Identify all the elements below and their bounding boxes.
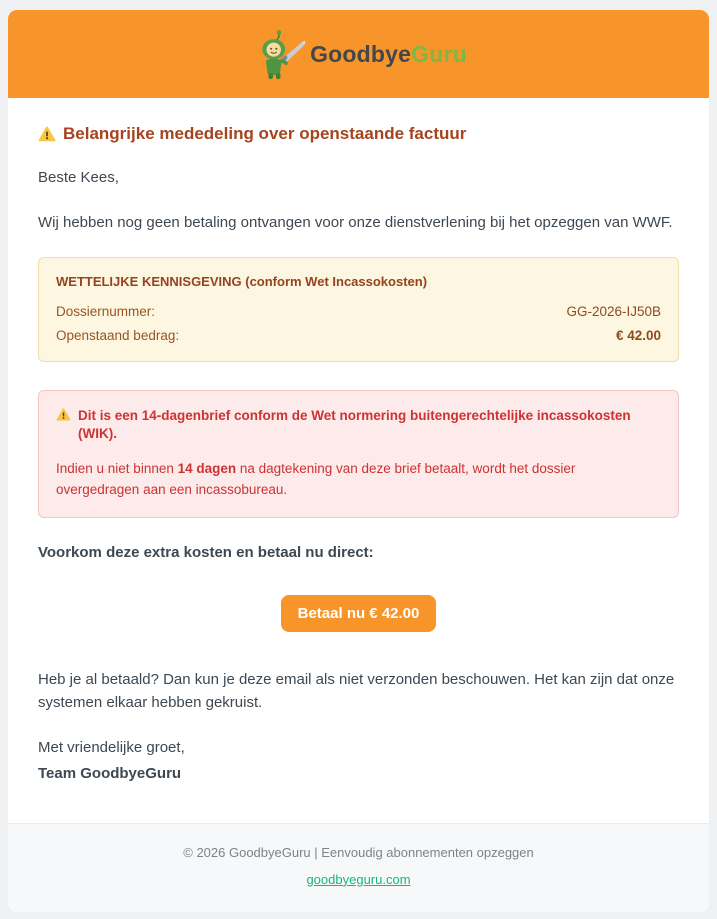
dossier-row bbox=[56, 304, 661, 319]
legal-notice-box bbox=[38, 257, 679, 362]
email-body bbox=[8, 98, 709, 823]
dossier-label: Dossiernummer: bbox=[56, 303, 156, 319]
amount-label: Openstaand bedrag: bbox=[56, 327, 180, 343]
brand-goodbye: Goodbye bbox=[310, 40, 412, 67]
amount-row bbox=[56, 328, 661, 343]
warning-triangle-icon bbox=[38, 125, 56, 143]
wik-warning-title bbox=[56, 407, 661, 445]
wik-warning-body bbox=[56, 459, 661, 500]
cta-label: Voorkom deze extra kosten en betaal nu direct: bbox=[38, 543, 374, 561]
amount-value: € 42.00 bbox=[615, 327, 661, 343]
outro-paragraph: Heb je al betaald? Dan kun je deze email als niet verzonden beschouwen. Het kan zijn dat onze systemen elkaar hebben gekruist. bbox=[38, 670, 675, 712]
warning-triangle-icon bbox=[56, 407, 71, 422]
wik-body-bold: 14 dagen bbox=[177, 461, 237, 477]
copyright-text: © 2026 GoodbyeGuru | Eenvoudig abonnementen opzeggen bbox=[183, 844, 534, 860]
brand-guru: Guru bbox=[411, 40, 467, 67]
button-row bbox=[38, 595, 679, 632]
signoff-line: Met vriendelijke groet, bbox=[38, 739, 185, 757]
page-title-text: Belangrijke mededeling over openstaande factuur bbox=[63, 124, 467, 143]
intro-paragraph: Wij hebben nog geen betaling ontvangen voor onze dienstverlening bij het opzeggen van WWF. bbox=[38, 214, 673, 232]
wik-warning-title-text: Dit is een 14-dagenbrief conform de Wet normering buitengerechtelijke incassokosten (WIK). bbox=[78, 407, 631, 442]
page-title bbox=[38, 124, 679, 144]
brand-wordmark bbox=[310, 41, 467, 68]
goodbyeguru-logo bbox=[250, 29, 467, 80]
dossier-value: GG-2026-IJ50B bbox=[566, 303, 661, 319]
pay-now-button[interactable]: Betaal nu € 42.00 bbox=[281, 595, 437, 632]
wik-body-post: na dagtekening van deze brief betaalt, wordt het dossier overgedragen aan een incassobureau. bbox=[56, 461, 576, 497]
guru-mascot-with-sword-icon bbox=[250, 29, 308, 80]
wik-body-pre: Indien u niet binnen bbox=[56, 461, 178, 477]
email-footer bbox=[8, 823, 709, 912]
greeting: Beste Kees, bbox=[38, 169, 119, 186]
wik-warning-box bbox=[38, 390, 679, 518]
email-card bbox=[8, 10, 709, 912]
goodbyeguru-link[interactable]: goodbyeguru.com bbox=[306, 871, 411, 887]
email-header bbox=[8, 10, 709, 98]
signoff-team: Team GoodbyeGuru bbox=[38, 764, 182, 782]
legal-notice-title: WETTELIJKE KENNISGEVING (conform Wet Incassokosten) bbox=[56, 273, 428, 289]
